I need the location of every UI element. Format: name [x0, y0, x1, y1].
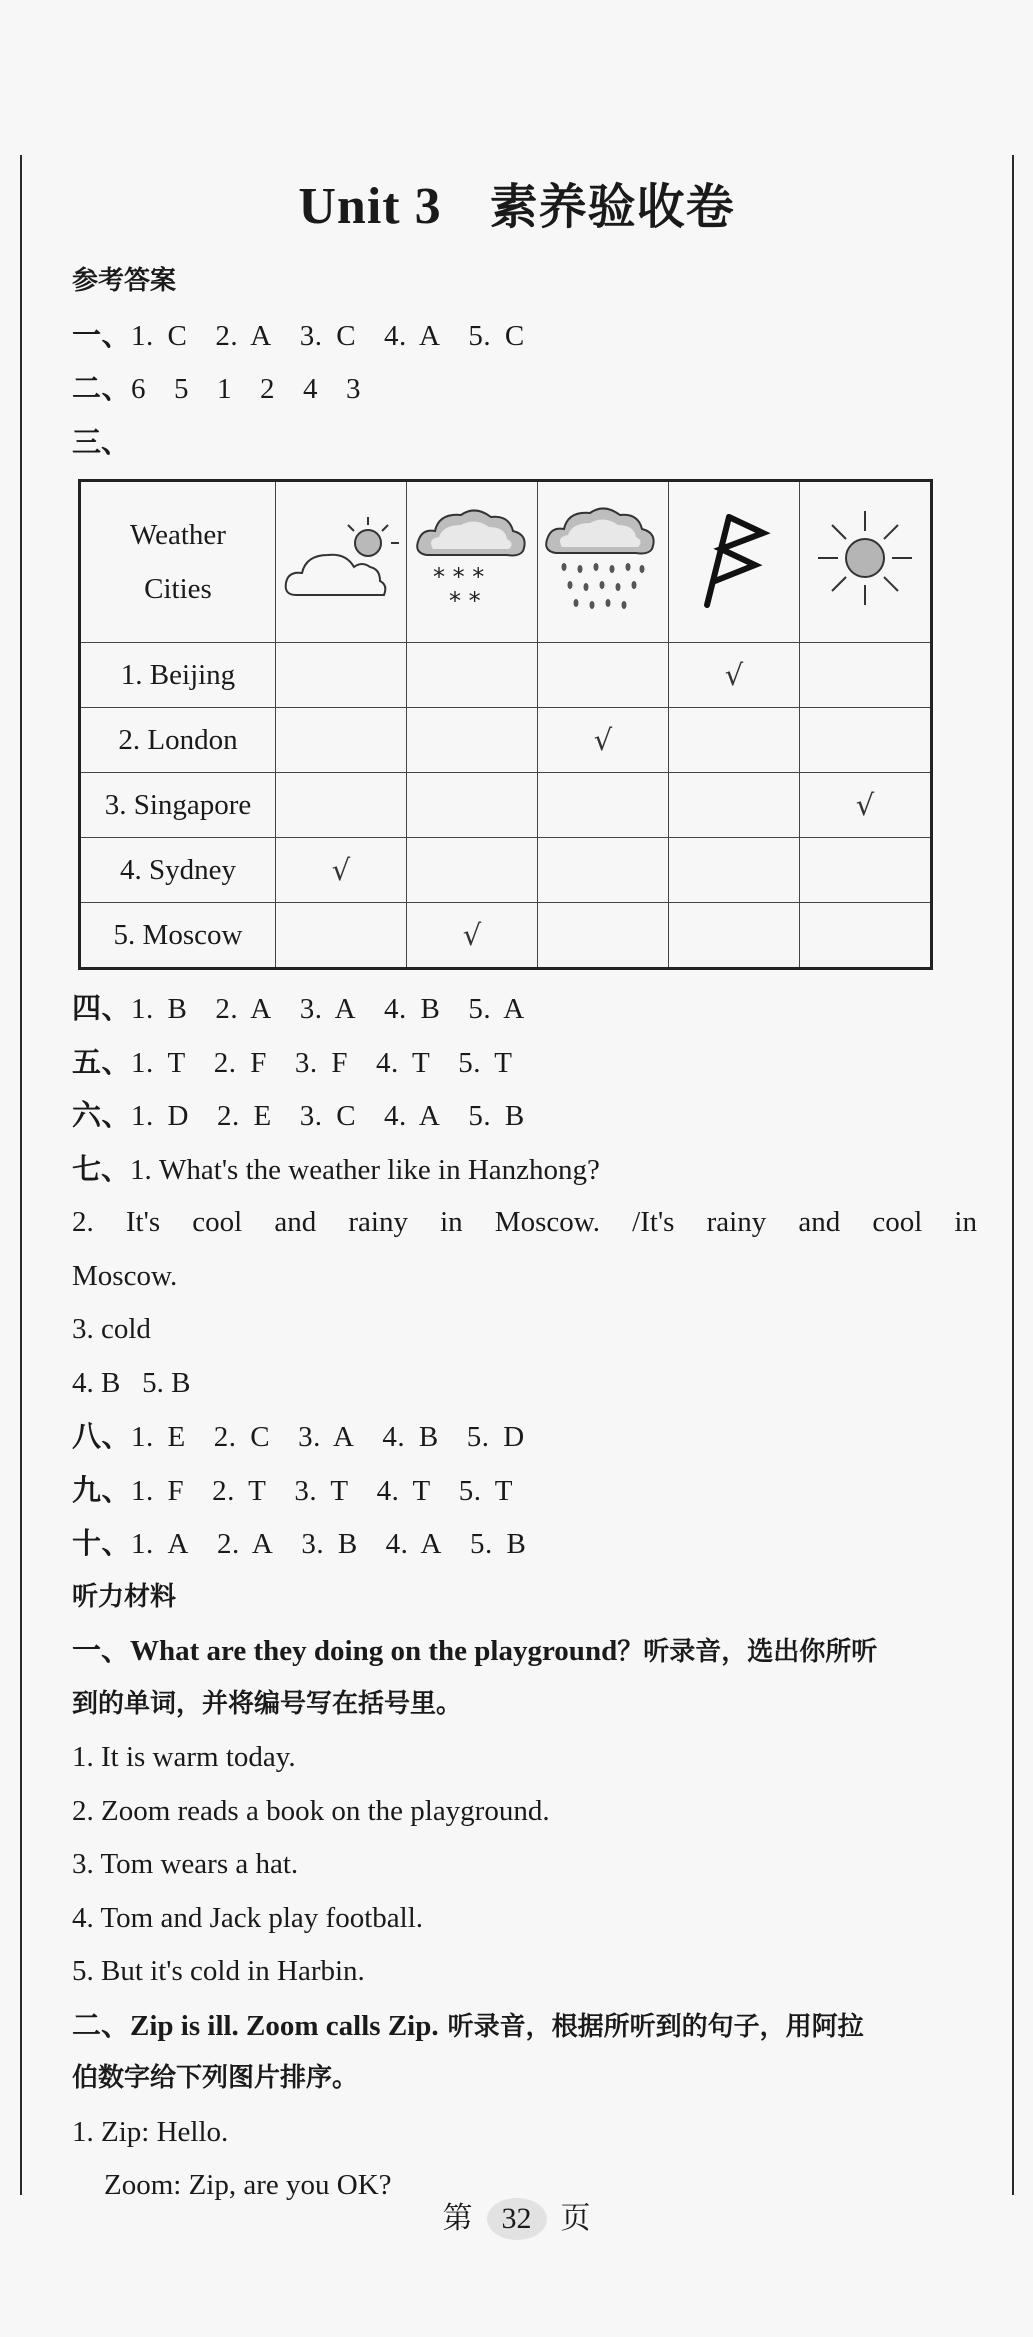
title-unit: Unit 3: [298, 178, 442, 235]
answer-item: 4. T: [376, 1474, 431, 1507]
svg-text:* * *: * * *: [433, 563, 485, 591]
answer-item: 3. A: [298, 1421, 355, 1453]
check-cell: [276, 643, 407, 708]
check-cell: [276, 773, 407, 838]
check-cell: [407, 708, 538, 773]
answer-item: 2. A: [216, 1528, 274, 1560]
weather-table: [78, 479, 933, 970]
listening-2-instruction-cont: 伯数字给下列图片排序。: [72, 2063, 359, 2093]
listening-1-instruction-cont: 到的单词，并将编号写在括号里。: [72, 1688, 463, 1719]
check-cell: √: [800, 773, 932, 838]
svg-text:* *: * *: [449, 587, 481, 615]
section-number: 五、: [72, 1044, 132, 1079]
section-3: [72, 416, 977, 470]
answer-item: 5. B: [470, 1528, 527, 1560]
answer-item: 3. C: [299, 319, 357, 352]
section-4: [72, 982, 977, 1036]
answer-item: 2. C: [213, 1421, 271, 1453]
answer-item: 4. A: [385, 1528, 442, 1560]
check-cell: √: [407, 903, 538, 969]
answers-heading: 参考答案: [72, 266, 177, 296]
answer-item: 2. F: [213, 1046, 267, 1079]
answer-item: 1. E: [131, 1421, 186, 1453]
check-cell: √: [538, 708, 669, 773]
check-cell: [276, 708, 407, 773]
answer-item: 5. D: [466, 1421, 525, 1453]
check-cell: √: [276, 838, 407, 903]
section-number: 四、: [72, 991, 132, 1025]
answer-text: 1. What's the weather like in Hanzhong?: [130, 1153, 600, 1186]
answer-item: 2: [260, 373, 276, 405]
answer-item: 2. A: [215, 993, 272, 1025]
answer-item: 3. A: [299, 993, 357, 1025]
answer-item: 1. A: [131, 1528, 189, 1560]
listening-2-instruction: [72, 1999, 977, 2053]
listening-2-line: 1. Zip: Hello.: [72, 2115, 229, 2148]
check-cell: [538, 773, 669, 838]
section-number: 七、: [72, 1151, 131, 1186]
section-number: 八、: [72, 1419, 132, 1453]
header-weather: Weather: [130, 519, 226, 551]
answer-item: 4. T: [376, 1046, 431, 1079]
section-2: [72, 362, 977, 416]
answer-item: 2. T: [212, 1474, 267, 1507]
city-cell: 2. London: [80, 708, 276, 773]
section-number: 二、: [72, 371, 132, 405]
check-cell: [669, 838, 800, 903]
answer-item: 2. E: [216, 1100, 272, 1132]
listening-1-line: 2. Zoom reads a book on the playground.: [72, 1794, 550, 1827]
table-row: [80, 708, 932, 773]
section-7-line-4: 4. B 5. B: [72, 1366, 191, 1399]
section-number: 六、: [72, 1098, 132, 1132]
listening-1-line: 4. Tom and Jack play football.: [72, 1901, 424, 1934]
section-7-line-2b: Moscow.: [72, 1259, 178, 1292]
check-cell: √: [669, 643, 800, 708]
page-border-left: [20, 155, 22, 2195]
table-row: [80, 643, 932, 708]
answer-item: 4. A: [384, 319, 441, 352]
answer-item: 4. A: [384, 1100, 441, 1132]
check-cell: [407, 773, 538, 838]
section-7-line-3: 3. cold: [72, 1313, 151, 1345]
answer-item: 4. B: [384, 993, 441, 1025]
answer-item: 1. D: [131, 1100, 189, 1132]
section-number: 三、: [72, 424, 131, 459]
table-row: [80, 773, 932, 838]
check-cell: [669, 903, 800, 969]
listening-1-line: 3. Tom wears a hat.: [72, 1848, 299, 1880]
title-cn: 素养验收卷: [489, 179, 735, 235]
table-header-cell: [80, 481, 276, 643]
city-cell: 4. Sydney: [80, 838, 276, 903]
section-8: [72, 1410, 977, 1464]
section-9: [72, 1464, 977, 1518]
check-cell: [669, 773, 800, 838]
check-cell: [800, 838, 932, 903]
check-cell: [276, 903, 407, 969]
page-number: [0, 2193, 1033, 2240]
page-prefix: 第: [442, 2201, 473, 2236]
answer-content: [72, 255, 977, 2213]
answer-item: 1. F: [131, 1474, 185, 1507]
check-cell: [538, 903, 669, 969]
section-number: 一、: [72, 317, 132, 352]
section-7-line-2: 2. It's cool and rainy in Moscow. /It's rainy and cool in: [72, 1206, 977, 1238]
check-cell: [407, 838, 538, 903]
page-suffix: 页: [560, 2201, 591, 2236]
section-number: 二、: [72, 2007, 131, 2042]
table-row: [80, 903, 932, 969]
section-5: [72, 1036, 977, 1090]
section-6: [72, 1089, 977, 1143]
answer-item: 1. C: [131, 319, 188, 352]
section-number: 九、: [72, 1472, 132, 1507]
listening-2-line: Zoom: Zip, are you OK?: [104, 2169, 392, 2201]
check-cell: [800, 643, 932, 708]
page-number-value: 32: [487, 2198, 547, 2240]
section-number: 一、: [72, 1633, 131, 1667]
answer-item: 1: [217, 373, 233, 405]
listening-1-line: 5. But it's cold in Harbin.: [72, 1955, 365, 1987]
listening-1-instruction: [72, 1624, 977, 1678]
header-cities: Cities: [144, 573, 212, 605]
answer-item: 3. C: [299, 1100, 357, 1132]
answer-item: 3. B: [301, 1528, 358, 1560]
answer-item: 6: [131, 373, 147, 405]
answer-item: 5. T: [458, 1474, 513, 1507]
answer-item: 5. T: [458, 1046, 513, 1079]
check-cell: [800, 708, 932, 773]
city-cell: 1. Beijing: [80, 643, 276, 708]
answer-item: 1. T: [131, 1046, 186, 1079]
table-header-row: [80, 481, 932, 643]
page-title: [0, 168, 1033, 237]
page-border-right: [1012, 155, 1014, 2195]
instruction-en: Zip is ill. Zoom calls Zip.: [130, 2009, 439, 2042]
section-10: [72, 1517, 977, 1571]
cloudy-icon: [276, 481, 407, 643]
answer-item: 3. F: [294, 1046, 349, 1079]
answer-item: 1. B: [131, 993, 188, 1025]
answer-item: 5: [174, 373, 190, 405]
city-cell: 3. Singapore: [80, 773, 276, 838]
answer-item: 5. A: [468, 993, 525, 1025]
section-7-line-1: [72, 1143, 977, 1197]
answer-item: 3. T: [294, 1474, 349, 1507]
check-cell: [538, 838, 669, 903]
instruction-cn: 听录音，根据所听到的句子，用阿拉: [438, 2011, 864, 2042]
check-cell: [538, 643, 669, 708]
answer-item: 5. B: [468, 1100, 525, 1132]
section-1: [72, 309, 977, 363]
rainy-icon: [538, 481, 669, 643]
listening-heading: 听力材料: [72, 1581, 177, 1612]
instruction-cn: ？听录音，选出你所听: [617, 1637, 878, 1667]
check-cell: [800, 903, 932, 969]
answer-item: 4: [303, 373, 319, 405]
sunny-icon: [800, 481, 932, 643]
answer-item: 4. B: [382, 1421, 439, 1453]
table-row: [80, 838, 932, 903]
check-cell: [407, 643, 538, 708]
instruction-en: What are they doing on the playground: [130, 1635, 618, 1667]
check-cell: [669, 708, 800, 773]
answer-item: 5. C: [468, 319, 525, 352]
section-number: 十、: [72, 1526, 132, 1560]
answer-item: 3: [346, 373, 362, 405]
listening-1-line: 1. It is warm today.: [72, 1741, 296, 1773]
windy-icon: [669, 481, 800, 643]
city-cell: 5. Moscow: [80, 903, 276, 969]
snowy-icon: [407, 481, 538, 643]
answer-item: 2. A: [215, 319, 272, 352]
